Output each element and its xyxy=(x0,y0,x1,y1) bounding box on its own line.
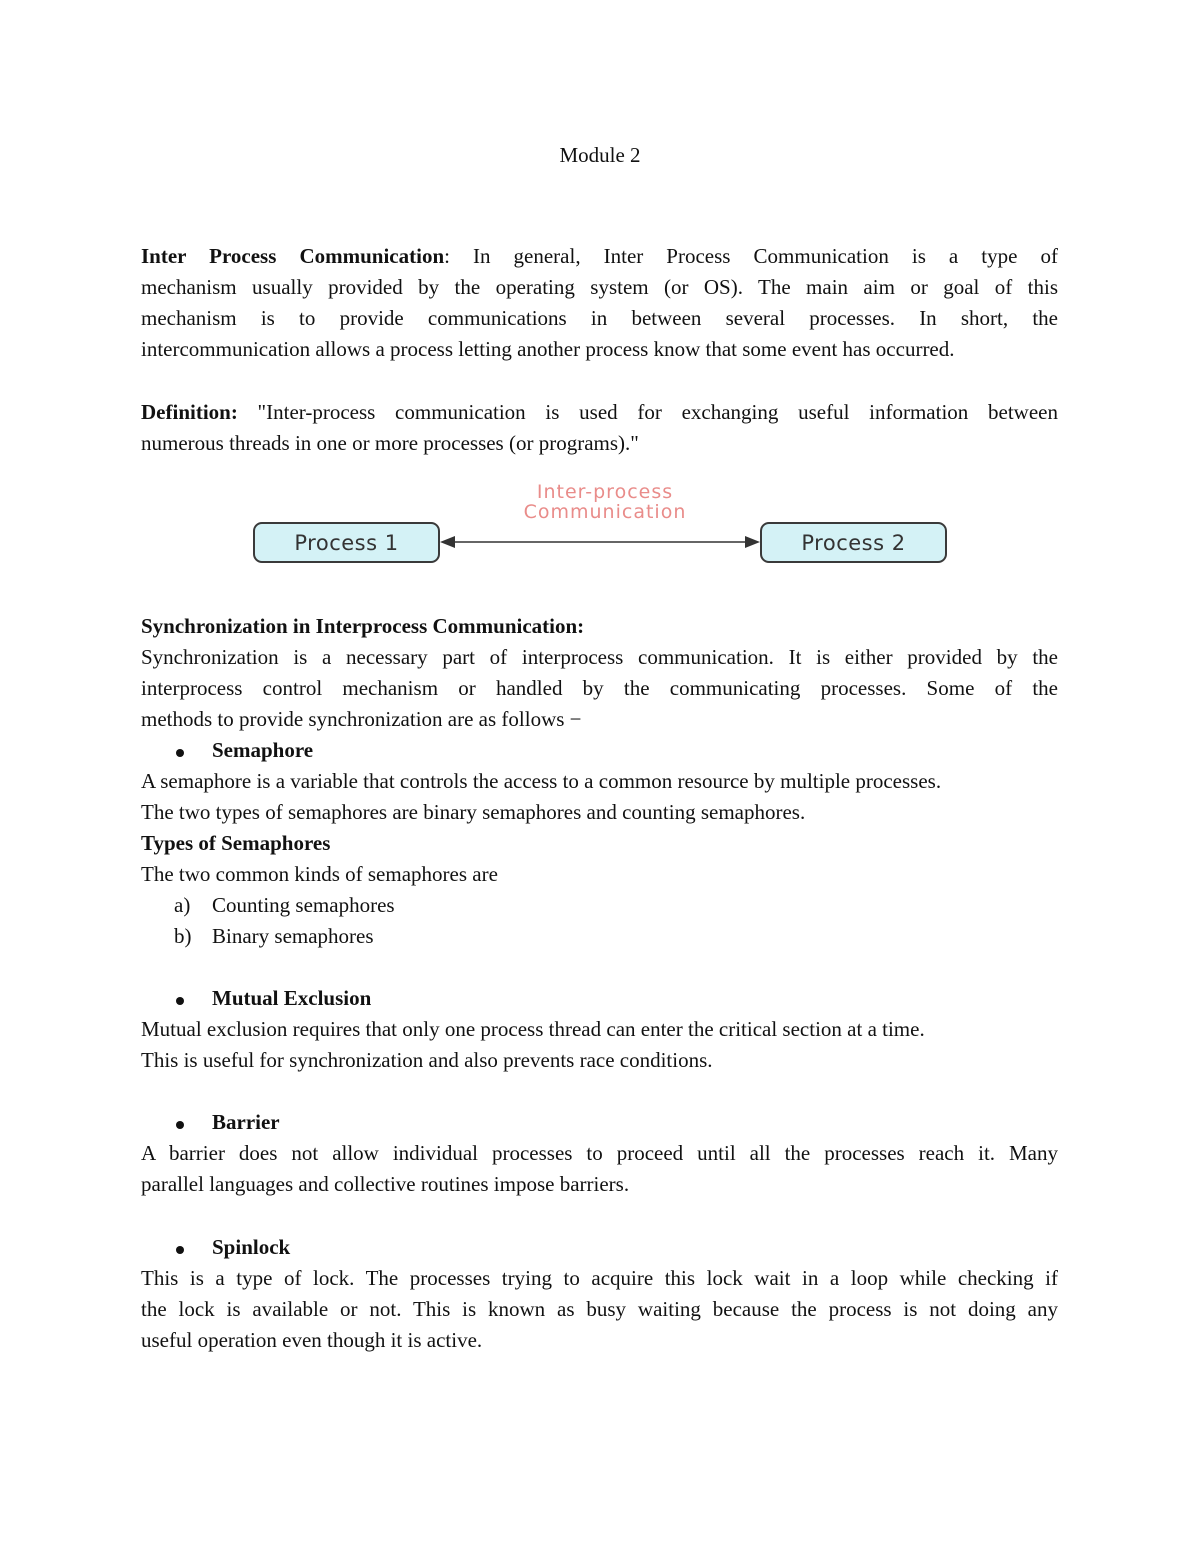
arrow-head-left xyxy=(440,536,455,548)
bullet-dot xyxy=(176,997,184,1005)
bullet-dot xyxy=(176,1246,184,1254)
spinlock-line-1: This is a type of lock. The processes trying to acquire this lock wait in a loop while checking if xyxy=(141,1266,1058,1290)
semaphore-types-intro: The two common kinds of semaphores are xyxy=(141,862,498,886)
spinlock-line-3: useful operation even though it is active. xyxy=(141,1328,483,1352)
definition-line-2: numerous threads in one or more processes (or programs)." xyxy=(141,431,639,455)
mutex-heading: Mutual Exclusion xyxy=(212,986,372,1010)
process-1-box: Process 1 xyxy=(253,522,440,563)
bidirectional-arrow xyxy=(250,478,950,568)
sync-line-3: methods to provide synchronization are as follows − xyxy=(141,707,582,731)
list-item-text: Binary semaphores xyxy=(212,924,374,948)
process-2-box: Process 2 xyxy=(760,522,947,563)
barrier-line-2: parallel languages and collective routines impose barriers. xyxy=(141,1172,630,1196)
definition-line-1-text: "Inter-process communication is used for exchanging useful information between xyxy=(237,400,1058,424)
ipc-paragraph-line-2: mechanism usually provided by the operating system (or OS). The main aim or goal of this xyxy=(141,275,1058,299)
mutex-line-2: This is useful for synchronization and also prevents race conditions. xyxy=(141,1048,713,1072)
definition-label: Definition: xyxy=(141,400,238,424)
ipc-term: Inter Process Communication xyxy=(141,244,445,268)
sync-line-1: Synchronization is a necessary part of interprocess communication. It is either provided by the xyxy=(141,645,1058,669)
sync-heading: Synchronization in Interprocess Communication: xyxy=(141,614,585,638)
semaphore-line-2: The two types of semaphores are binary semaphores and counting semaphores. xyxy=(141,800,806,824)
bullet-dot xyxy=(176,1121,184,1129)
list-marker: b) xyxy=(174,924,192,948)
list-marker: a) xyxy=(174,893,191,917)
semaphore-types-heading: Types of Semaphores xyxy=(141,831,331,855)
ipc-diagram-label-line-2: Communication xyxy=(523,501,687,523)
ipc-paragraph-line-1 xyxy=(141,241,1058,272)
barrier-heading: Barrier xyxy=(212,1110,280,1134)
list-item-text: Counting semaphores xyxy=(212,893,395,917)
ipc-paragraph-line-3: mechanism is to provide communications in between several processes. In short, the xyxy=(141,306,1058,330)
definition-line-1 xyxy=(141,397,1058,428)
ipc-paragraph-line-4: intercommunication allows a process letting another process know that some event has occurred. xyxy=(141,337,955,361)
ipc-diagram xyxy=(250,478,950,568)
bullet-dot xyxy=(176,749,184,757)
barrier-line-1: A barrier does not allow individual processes to proceed until all the processes reach it. Many xyxy=(141,1141,1058,1165)
semaphore-line-1: A semaphore is a variable that controls the access to a common resource by multiple processes. xyxy=(141,769,942,793)
semaphore-heading: Semaphore xyxy=(212,738,314,762)
arrow-head-right xyxy=(745,536,760,548)
page-title: Module 2 xyxy=(559,143,641,167)
ipc-line-1-text: : In general, Inter Process Communication is a type of xyxy=(444,244,1058,268)
ipc-diagram-label-line-1: Inter-process xyxy=(536,481,674,503)
spinlock-heading: Spinlock xyxy=(212,1235,291,1259)
spinlock-line-2: the lock is available or not. This is known as busy waiting because the process is not doing any xyxy=(141,1297,1058,1321)
mutex-line-1: Mutual exclusion requires that only one process thread can enter the critical section at a time. xyxy=(141,1017,925,1041)
sync-line-2: interprocess control mechanism or handled by the communicating processes. Some of the xyxy=(141,676,1058,700)
